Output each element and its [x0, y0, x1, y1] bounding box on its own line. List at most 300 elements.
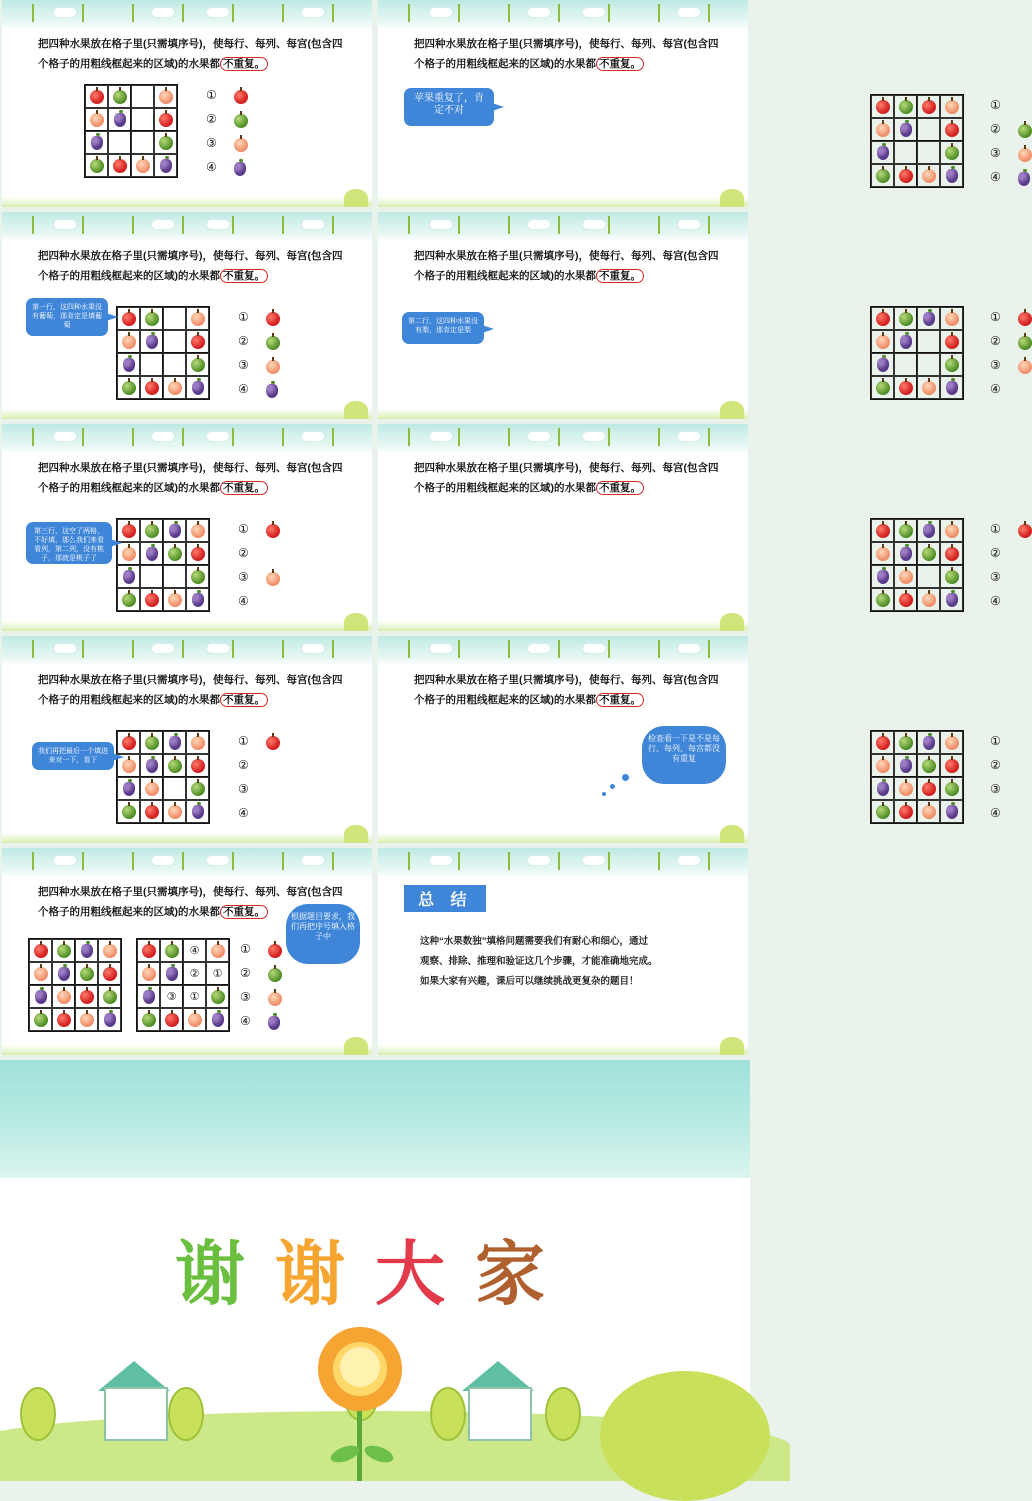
grid-cell[interactable]	[894, 565, 917, 588]
peach-icon	[191, 312, 205, 326]
grid-cell[interactable]: ②	[183, 962, 206, 985]
grape-icon	[946, 381, 958, 395]
cloud-icon	[528, 856, 550, 865]
legend-number-1: ①	[990, 734, 1001, 748]
grid-cell[interactable]	[894, 800, 917, 823]
question-line-1: 把四种水果放在格子里(只需填序号)，使每行、每列、每宫(包含四	[38, 674, 343, 686]
grid-cell[interactable]	[140, 330, 163, 353]
grid-cell[interactable]	[894, 353, 917, 376]
vine-icon	[508, 640, 510, 658]
peach-icon	[876, 123, 890, 137]
grid-cell[interactable]	[137, 985, 160, 1008]
grid-cell[interactable]	[871, 164, 894, 187]
vine-icon	[708, 852, 710, 870]
grid-cell[interactable]	[163, 565, 186, 588]
vine-icon	[458, 640, 460, 658]
grid-cell[interactable]	[154, 154, 177, 177]
grid-cell[interactable]	[140, 307, 163, 330]
vine-icon	[508, 4, 510, 22]
grid-cell[interactable]	[871, 519, 894, 542]
grid-cell[interactable]	[154, 108, 177, 131]
grid-cell[interactable]	[186, 777, 209, 800]
grid-cell[interactable]	[917, 95, 940, 118]
legend-number-2: ②	[206, 112, 217, 126]
pear-icon	[168, 759, 182, 773]
cloud-icon	[152, 856, 174, 865]
grid-cell[interactable]	[140, 376, 163, 399]
grape-icon	[923, 524, 935, 538]
peach-icon	[122, 335, 136, 349]
grid-cell[interactable]	[871, 565, 894, 588]
grid-cell[interactable]	[163, 376, 186, 399]
fruit-grid	[870, 730, 964, 824]
grid-cell[interactable]: ④	[183, 939, 206, 962]
callout-bubble: 苹果重复了，肯定不对	[404, 88, 494, 126]
grid-cell[interactable]	[140, 731, 163, 754]
grid-cell[interactable]	[894, 118, 917, 141]
grid-cell[interactable]	[894, 307, 917, 330]
grid-cell[interactable]	[186, 330, 209, 353]
cloud-icon	[152, 220, 174, 229]
grid-cell[interactable]	[29, 939, 52, 962]
vine-icon	[708, 640, 710, 658]
grid-cell[interactable]	[940, 164, 963, 187]
grid-cell[interactable]	[140, 777, 163, 800]
house-right	[468, 1387, 532, 1441]
grid-cell[interactable]	[117, 565, 140, 588]
grid-cell[interactable]	[117, 376, 140, 399]
fruit-grid	[870, 306, 964, 400]
grid-cell[interactable]	[206, 985, 229, 1008]
grid-cell[interactable]	[163, 754, 186, 777]
apple-icon	[876, 312, 890, 326]
grid-cell[interactable]	[163, 519, 186, 542]
cloud-icon	[207, 432, 229, 441]
grid-cell[interactable]	[163, 800, 186, 823]
apple-icon	[899, 805, 913, 819]
vine-icon	[182, 852, 184, 870]
grid-cell[interactable]	[186, 519, 209, 542]
peach-icon	[945, 100, 959, 114]
grid-cell[interactable]	[131, 131, 154, 154]
grid-cell[interactable]	[160, 1008, 183, 1031]
grid-cell[interactable]	[206, 1008, 229, 1031]
apple-icon	[945, 547, 959, 561]
cloud-icon	[207, 8, 229, 17]
grid-cell[interactable]	[117, 353, 140, 376]
vine-icon	[508, 216, 510, 234]
grid-cell[interactable]	[871, 542, 894, 565]
pear-icon	[945, 358, 959, 372]
peach-icon	[136, 159, 150, 173]
peach-icon	[168, 593, 182, 607]
cloud-icon	[152, 644, 174, 653]
vine-icon	[282, 640, 284, 658]
grid-cell[interactable]	[186, 731, 209, 754]
legend-number-3: ③	[990, 782, 1001, 796]
grid-cell[interactable]	[917, 164, 940, 187]
grid-cell[interactable]	[163, 353, 186, 376]
grid-cell[interactable]	[163, 731, 186, 754]
grid-cell[interactable]	[137, 1008, 160, 1031]
grid-cell[interactable]	[940, 754, 963, 777]
grid-cell[interactable]	[894, 164, 917, 187]
grid-cell[interactable]	[871, 141, 894, 164]
grass-strip	[378, 1045, 748, 1055]
grid-cell[interactable]	[29, 1008, 52, 1031]
apple-icon	[142, 944, 156, 958]
grid-cell[interactable]	[186, 588, 209, 611]
fruit-grid	[116, 518, 210, 612]
grid-cell[interactable]	[75, 1008, 98, 1031]
grid-cell[interactable]	[186, 800, 209, 823]
legend-number-3: ③	[206, 136, 217, 150]
grid-cell[interactable]	[940, 731, 963, 754]
peach-icon	[945, 736, 959, 750]
vine-icon	[282, 4, 284, 22]
grid-cell[interactable]	[940, 353, 963, 376]
thanks-char-2: 谢	[275, 1235, 375, 1313]
grid-cell[interactable]	[894, 376, 917, 399]
vine-icon	[458, 428, 460, 446]
cloud-icon	[678, 856, 700, 865]
grid-cell[interactable]	[940, 777, 963, 800]
grid-cell[interactable]	[917, 777, 940, 800]
cloud-icon	[152, 432, 174, 441]
cloud-icon	[583, 8, 605, 17]
question-text: 个格子的用粗线框起来的区域)的水果都	[414, 58, 596, 70]
grid-cell[interactable]	[140, 588, 163, 611]
grid-cell[interactable]	[940, 330, 963, 353]
apple-icon	[191, 335, 205, 349]
cloud-icon	[54, 220, 76, 229]
legend-number-1: ①	[990, 522, 1001, 536]
slide-4	[378, 212, 1001, 419]
slide-10	[378, 848, 748, 1055]
vine-icon	[332, 428, 334, 446]
grid-cell[interactable]	[894, 588, 917, 611]
grape-icon	[234, 162, 246, 176]
grid-cell[interactable]	[871, 777, 894, 800]
grid-cell[interactable]	[85, 108, 108, 131]
question-line-2	[38, 269, 358, 283]
grid-cell[interactable]	[154, 85, 177, 108]
tree-icon	[344, 189, 368, 207]
cloud-icon	[430, 432, 452, 441]
grass-strip	[378, 833, 748, 843]
circled-keyword: 不重复。	[220, 693, 268, 707]
grape-icon	[123, 570, 135, 584]
grid-cell[interactable]	[894, 330, 917, 353]
grid-cell[interactable]	[917, 353, 940, 376]
vine-icon	[232, 4, 234, 22]
cloud-icon	[678, 8, 700, 17]
grape-icon	[900, 759, 912, 773]
grid-cell[interactable]	[871, 353, 894, 376]
grape-icon	[58, 967, 70, 981]
peach-icon	[211, 944, 225, 958]
tree-icon	[344, 401, 368, 419]
vine-icon	[658, 4, 660, 22]
grid-cell[interactable]	[871, 95, 894, 118]
peach-icon	[90, 113, 104, 127]
vine-icon	[608, 640, 610, 658]
grid-cell[interactable]	[131, 108, 154, 131]
cloud-icon	[528, 8, 550, 17]
grid-cell[interactable]	[917, 376, 940, 399]
callout-bubble: 第一行，这四种水果没有葡萄，那肯定是填葡萄	[26, 298, 108, 336]
vine-icon	[558, 852, 560, 870]
grid-cell[interactable]	[163, 777, 186, 800]
grid-cell[interactable]	[940, 307, 963, 330]
vine-icon	[608, 216, 610, 234]
grid-cell[interactable]	[940, 565, 963, 588]
vine-icon	[658, 852, 660, 870]
grid-cell[interactable]	[871, 330, 894, 353]
cloud-icon	[302, 432, 324, 441]
callout-bubble: 根据题目要求，我们再把序号填入格子中	[286, 904, 360, 964]
pear-icon	[1018, 336, 1032, 350]
grid-cell[interactable]	[29, 962, 52, 985]
grape-icon	[114, 113, 126, 127]
grid-cell[interactable]	[117, 777, 140, 800]
vine-icon	[182, 640, 184, 658]
grid-cell[interactable]	[917, 141, 940, 164]
grid-cell[interactable]	[140, 800, 163, 823]
grid-cell[interactable]	[917, 731, 940, 754]
cloud-icon	[54, 644, 76, 653]
grid-cell[interactable]	[206, 939, 229, 962]
pear-icon	[899, 736, 913, 750]
question-text: 个格子的用粗线框起来的区域)的水果都	[414, 694, 596, 706]
grid-cell[interactable]	[894, 777, 917, 800]
grid-cell[interactable]	[117, 330, 140, 353]
apple-icon	[80, 990, 94, 1004]
grid-cell[interactable]	[186, 376, 209, 399]
grid-cell[interactable]	[108, 131, 131, 154]
grape-icon	[946, 169, 958, 183]
grid-cell[interactable]	[131, 85, 154, 108]
grid-cell[interactable]	[186, 754, 209, 777]
peach-icon	[876, 547, 890, 561]
grid-cell[interactable]	[871, 800, 894, 823]
grid-cell[interactable]: ①	[206, 962, 229, 985]
grid-cell[interactable]	[940, 800, 963, 823]
grid-cell[interactable]	[917, 565, 940, 588]
legend-number-3: ③	[238, 358, 249, 372]
grid-cell[interactable]	[871, 376, 894, 399]
grid-cell[interactable]	[186, 307, 209, 330]
grid-cell[interactable]	[131, 154, 154, 177]
grid-cell[interactable]	[917, 307, 940, 330]
apple-icon	[945, 335, 959, 349]
question-line-1: 把四种水果放在格子里(只需填序号)，使每行、每列、每宫(包含四	[38, 250, 343, 262]
peach-icon	[922, 805, 936, 819]
grid-cell[interactable]	[871, 118, 894, 141]
thanks-slide	[0, 1060, 750, 1481]
thought-dot	[610, 784, 615, 789]
grid-cell[interactable]	[894, 519, 917, 542]
grid-cell[interactable]	[940, 95, 963, 118]
grid-cell[interactable]	[137, 939, 160, 962]
grid-cell[interactable]	[894, 141, 917, 164]
grape-icon	[123, 782, 135, 796]
grid-cell[interactable]	[52, 985, 75, 1008]
grid-cell[interactable]	[163, 307, 186, 330]
grid-cell[interactable]	[75, 939, 98, 962]
grid-cell[interactable]	[940, 376, 963, 399]
grid-cell[interactable]	[117, 588, 140, 611]
vine-icon	[182, 216, 184, 234]
grid-cell[interactable]	[917, 800, 940, 823]
circled-keyword: 不重复。	[220, 905, 268, 919]
grid-cell[interactable]	[85, 131, 108, 154]
cloud-icon	[54, 432, 76, 441]
grid-cell[interactable]	[917, 588, 940, 611]
grid-cell[interactable]	[75, 985, 98, 1008]
apple-icon	[945, 759, 959, 773]
vine-icon	[332, 4, 334, 22]
grid-cell[interactable]	[940, 118, 963, 141]
grid-cell[interactable]	[140, 519, 163, 542]
tree-icon	[344, 613, 368, 631]
grid-cell[interactable]	[117, 731, 140, 754]
legend-number-4: ④	[238, 806, 249, 820]
vine-icon	[658, 428, 660, 446]
vine-icon	[708, 428, 710, 446]
grape-icon	[146, 547, 158, 561]
grid-cell[interactable]	[137, 962, 160, 985]
grid-cell[interactable]	[98, 1008, 121, 1031]
apple-icon	[113, 159, 127, 173]
sky-banner	[0, 1060, 750, 1178]
grid-cell[interactable]	[154, 131, 177, 154]
grid-cell[interactable]	[98, 939, 121, 962]
thanks-char-1: 谢	[175, 1235, 275, 1313]
question-line-1: 把四种水果放在格子里(只需填序号)，使每行、每列、每宫(包含四	[414, 38, 719, 50]
grid-cell[interactable]	[108, 85, 131, 108]
apple-icon	[1018, 312, 1032, 326]
grape-icon	[192, 805, 204, 819]
grid-cell[interactable]	[940, 141, 963, 164]
grid-cell[interactable]	[52, 1008, 75, 1031]
grid-cell[interactable]	[871, 588, 894, 611]
grid-cell[interactable]	[140, 754, 163, 777]
grape-icon	[266, 384, 278, 398]
question-text: 个格子的用粗线框起来的区域)的水果都	[414, 270, 596, 282]
grid-cell[interactable]	[917, 330, 940, 353]
grid-cell[interactable]	[52, 962, 75, 985]
grid-cell[interactable]	[894, 754, 917, 777]
grid-cell[interactable]	[186, 542, 209, 565]
grid-cell[interactable]	[940, 588, 963, 611]
grid-cell[interactable]	[98, 985, 121, 1008]
grid-cell[interactable]	[85, 154, 108, 177]
slide-2	[378, 0, 1001, 207]
grid-cell[interactable]: ③	[160, 985, 183, 1008]
grid-cell[interactable]	[160, 962, 183, 985]
grid-cell[interactable]	[871, 731, 894, 754]
cloud-icon	[54, 856, 76, 865]
grid-cell[interactable]	[140, 565, 163, 588]
legend-number-4: ④	[238, 382, 249, 396]
apple-icon	[922, 782, 936, 796]
grid-cell[interactable]	[29, 985, 52, 1008]
cloud-icon	[583, 856, 605, 865]
grid-cell[interactable]	[917, 542, 940, 565]
question-line-2	[414, 269, 734, 283]
number-grid	[136, 938, 230, 1032]
vine-icon	[558, 428, 560, 446]
vine-icon	[332, 640, 334, 658]
slide-3	[2, 212, 372, 419]
grid-cell[interactable]	[140, 353, 163, 376]
grid-cell[interactable]	[894, 95, 917, 118]
grid-cell[interactable]	[98, 962, 121, 985]
grass-strip	[378, 197, 748, 207]
grape-icon	[166, 967, 178, 981]
cloud-icon	[207, 856, 229, 865]
grid-cell[interactable]	[186, 565, 209, 588]
grid-cell[interactable]	[117, 800, 140, 823]
grid-cell[interactable]	[183, 1008, 206, 1031]
vine-icon	[232, 428, 234, 446]
legend-number-2: ②	[238, 334, 249, 348]
vine-icon	[132, 4, 134, 22]
fruit-grid	[28, 938, 122, 1032]
vine-icon	[232, 640, 234, 658]
grid-cell[interactable]: ①	[183, 985, 206, 1008]
grid-cell[interactable]	[163, 542, 186, 565]
grid-cell[interactable]	[160, 939, 183, 962]
grid-cell[interactable]	[75, 962, 98, 985]
apple-icon	[122, 736, 136, 750]
grid-cell[interactable]	[871, 307, 894, 330]
vine-icon	[408, 4, 410, 22]
grid-cell[interactable]	[108, 154, 131, 177]
circled-keyword: 不重复。	[220, 269, 268, 283]
pear-icon	[945, 782, 959, 796]
peach-icon	[142, 967, 156, 981]
grid-cell[interactable]	[163, 330, 186, 353]
grid-cell[interactable]	[917, 519, 940, 542]
grid-cell[interactable]	[140, 542, 163, 565]
grid-cell[interactable]	[894, 542, 917, 565]
pear-icon	[945, 570, 959, 584]
grid-cell[interactable]	[163, 588, 186, 611]
grid-cell[interactable]	[917, 118, 940, 141]
grid-cell[interactable]	[108, 108, 131, 131]
thought-dot	[602, 792, 606, 796]
peach-icon	[876, 335, 890, 349]
grid-cell[interactable]	[917, 754, 940, 777]
grid-cell[interactable]	[894, 731, 917, 754]
grid-cell[interactable]	[871, 754, 894, 777]
apple-icon	[266, 736, 280, 750]
grape-icon	[900, 335, 912, 349]
grid-cell[interactable]	[940, 542, 963, 565]
grid-cell[interactable]	[940, 519, 963, 542]
grid-cell[interactable]	[117, 307, 140, 330]
pear-icon	[1018, 124, 1032, 138]
grid-cell[interactable]	[52, 939, 75, 962]
vine-icon	[282, 428, 284, 446]
peach-icon	[922, 381, 936, 395]
legend-number-4: ④	[206, 160, 217, 174]
vine-icon	[458, 216, 460, 234]
grid-cell[interactable]	[186, 353, 209, 376]
grid-cell[interactable]	[85, 85, 108, 108]
